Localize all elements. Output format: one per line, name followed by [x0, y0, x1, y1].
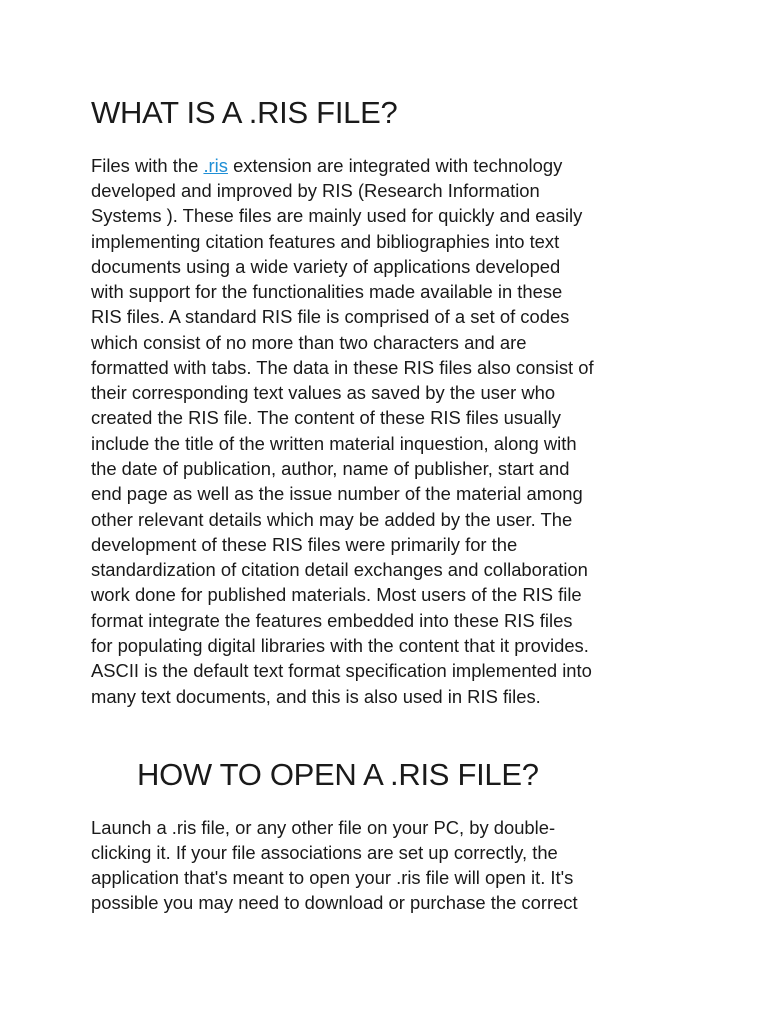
paragraph-line: format integrate the features embedded into these RIS files — [91, 610, 573, 631]
paragraph-line: created the RIS file. The content of these RIS files usually — [91, 407, 561, 428]
paragraph-line: work done for published materials. Most users of the RIS file — [91, 584, 582, 605]
paragraph-line: formatted with tabs. The data in these RIS files also consist of — [91, 357, 594, 378]
paragraph-line: end page as well as the issue number of the material among — [91, 483, 583, 504]
paragraph-line: Launch a .ris file, or any other file on your PC, by double- — [91, 817, 556, 838]
heading-what-is-ris: WHAT IS A .RIS FILE? — [91, 95, 398, 130]
paragraph-line: ASCII is the default text format specification implemented into — [91, 660, 592, 681]
paragraph-line: clicking it. If your file associations are set up correctly, the — [91, 842, 558, 863]
line-text: extension are integrated with technology — [227, 155, 563, 176]
paragraph-line: Systems ). These files are mainly used for quickly and easily — [91, 205, 583, 226]
paragraph-line: implementing citation features and bibliographies into text — [91, 231, 560, 252]
paragraph-line: documents using a wide variety of applications developed — [91, 256, 561, 277]
line-text: Files with the — [91, 155, 204, 176]
paragraph-line: other relevant details which may be added by the user. The — [91, 509, 573, 530]
paragraph-line: their corresponding text values as saved by the user who — [91, 382, 556, 403]
ris-extension-link[interactable]: .ris — [203, 155, 228, 176]
paragraph-line: developed and improved by RIS (Research Information — [91, 180, 540, 201]
paragraph-line — [91, 153, 562, 178]
paragraph-line: for populating digital libraries with the content that it provides. — [91, 635, 589, 656]
paragraph-line: standardization of citation detail exchanges and collaboration — [91, 559, 588, 580]
paragraph-line: include the title of the written material inquestion, along with — [91, 433, 577, 454]
paragraph-line: with support for the functionalities made available in these — [91, 281, 563, 302]
paragraph-line: which consist of no more than two characters and are — [91, 332, 527, 353]
paragraph-line: development of these RIS files were primarily for the — [91, 534, 518, 555]
heading-how-to-open-ris: HOW TO OPEN A .RIS FILE? — [137, 757, 539, 792]
paragraph-line: the date of publication, author, name of publisher, start and — [91, 458, 570, 479]
paragraph-line: application that's meant to open your .ris file will open it. It's — [91, 867, 574, 888]
paragraph-line: possible you may need to download or purchase the correct — [91, 892, 578, 913]
paragraph-line: RIS files. A standard RIS file is comprised of a set of codes — [91, 306, 570, 327]
paragraph-line: many text documents, and this is also used in RIS files. — [91, 686, 541, 707]
